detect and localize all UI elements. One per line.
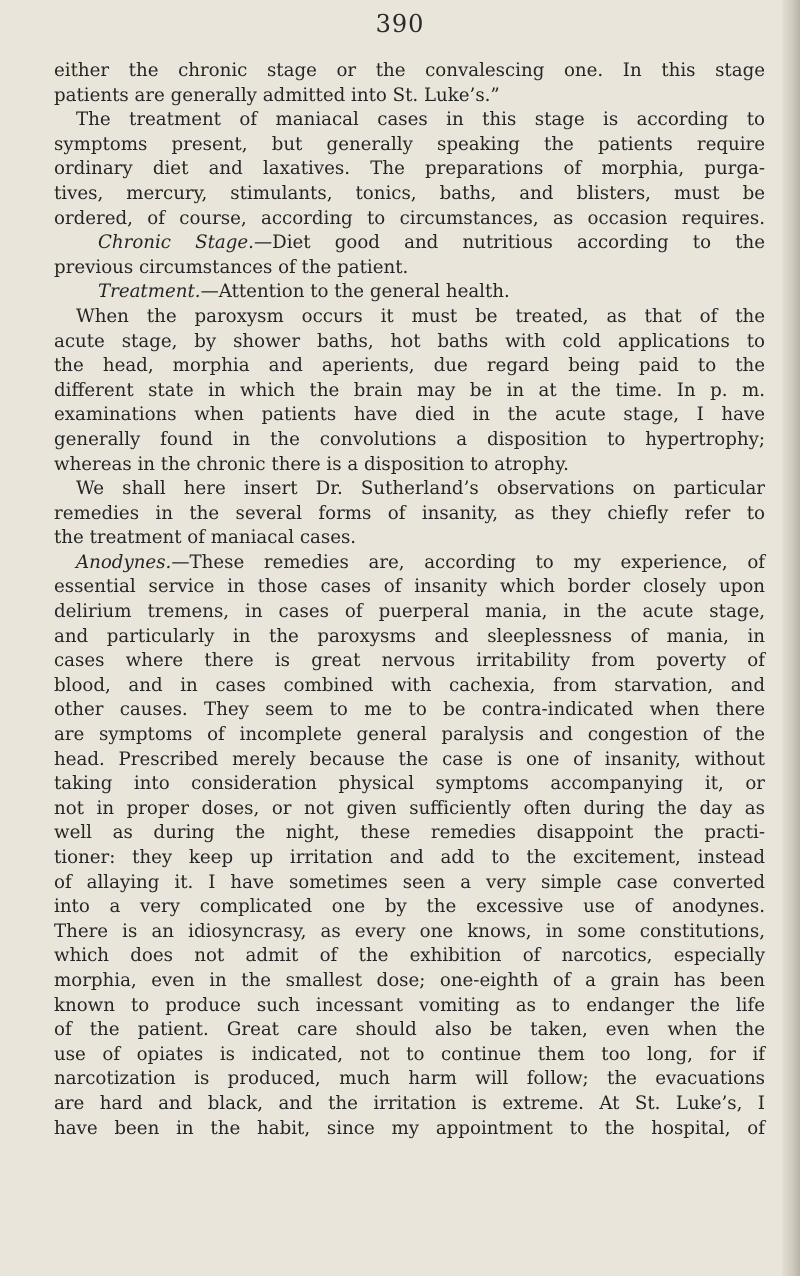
text-line [54, 871, 765, 896]
line-text: known to produce such incessant vomiting as to endanger the life [54, 994, 765, 1016]
text-line [54, 551, 765, 576]
line-text: delirium tremens, in cases of puerperal mania, in the acute stage, [54, 601, 765, 623]
text-line [54, 182, 765, 207]
text-line [54, 157, 765, 182]
section-heading: Treatment. [98, 281, 201, 303]
line-text: which does not admit of the exhibition of narcotics, especially [54, 945, 765, 967]
text-line [54, 231, 765, 256]
line-text: other causes. They seem to me to be contra-indicated when there [54, 699, 765, 721]
text-line [54, 846, 765, 871]
line-text: the head, morphia and aperients, due regard being paid to the [54, 355, 765, 377]
text-line [54, 256, 765, 281]
line-text: —Diet good and nutritious according to the [253, 232, 765, 254]
line-text: and particularly in the paroxysms and sleeplessness of mania, in [54, 625, 765, 647]
line-text: the treatment of maniacal cases. [54, 527, 357, 549]
line-text: well as during the night, these remedies disappoint the practi- [54, 822, 765, 844]
text-line [54, 354, 765, 379]
line-text: morphia, even in the smallest dose; one-eighth of a grain has been [54, 969, 765, 991]
line-text: ordered, of course, according to circumstances, as occasion requires. [54, 207, 765, 229]
line-text: blood, and in cases combined with cachexia, from starvation, and [54, 674, 765, 696]
line-text: tioner: they keep up irritation and add to the excitement, instead [54, 847, 765, 868]
text-line [54, 477, 765, 502]
text-line [54, 1043, 765, 1068]
text-line [54, 428, 765, 453]
body-text [54, 59, 765, 1141]
line-text: tives, mercury, stimulants, tonics, baths, and blisters, must be [54, 182, 765, 204]
line-text: —Attention to the general health. [200, 281, 510, 303]
text-line [54, 821, 765, 846]
line-text: We shall here insert Dr. Sutherland’s observations on particular [76, 478, 765, 500]
line-text: When the paroxysm occurs it must be treated, as that of the [76, 305, 765, 327]
text-line [54, 649, 765, 674]
text-line [54, 698, 765, 723]
text-line [54, 280, 765, 305]
line-text: head. Prescribed merely because the case is one of insanity, without [54, 748, 765, 770]
text-line [54, 1018, 765, 1043]
text-line [54, 330, 765, 355]
text-line [54, 994, 765, 1019]
text-line [54, 748, 765, 773]
line-text: whereas in the chronic there is a disposition to atrophy. [54, 453, 569, 475]
text-line [54, 502, 765, 527]
line-text: use of opiates is indicated, not to continue them too long, for if [54, 1043, 765, 1065]
line-text: different state in which the brain may be in at the time. In p. m. [54, 379, 765, 401]
text-line [54, 772, 765, 797]
text-line [54, 379, 765, 404]
text-line [54, 403, 765, 428]
text-line [54, 133, 765, 158]
text-line [54, 723, 765, 748]
line-text: narcotization is produced, much harm will follow; the evacuations [54, 1068, 765, 1090]
page-edge-shadow [782, 0, 800, 1276]
line-text: taking into consideration physical symptoms accompanying it, or [54, 773, 765, 795]
line-text: previous circumstances of the patient. [54, 256, 409, 278]
line-text: examinations when patients have died in the acute stage, I have [54, 404, 765, 426]
line-text: ordinary diet and laxatives. The preparations of morphia, purga- [54, 158, 765, 180]
text-line [54, 526, 765, 551]
text-line [54, 920, 765, 945]
text-line [54, 625, 765, 650]
text-line [54, 108, 765, 133]
line-text: not in proper doses, or not given sufficiently often during the day as [54, 797, 765, 819]
line-text: of allaying it. I have sometimes seen a very simple case converted [54, 871, 765, 893]
line-text: There is an idiosyncrasy, as every one knows, in some constitutions, [54, 920, 765, 942]
text-line [54, 969, 765, 994]
page-number: 390 [375, 10, 425, 38]
line-text: acute stage, by shower baths, hot baths with cold applications to [54, 330, 765, 352]
text-line [54, 59, 765, 84]
section-heading: Anodynes. [76, 551, 172, 573]
text-line [54, 674, 765, 699]
line-text: The treatment of maniacal cases in this stage is according to [76, 109, 765, 131]
line-text: are hard and black, and the irritation is extreme. At St. Luke’s, I [54, 1092, 765, 1114]
text-line [54, 797, 765, 822]
line-text: patients are generally admitted into St. Luke’s.” [54, 84, 500, 106]
line-text: remedies in the several forms of insanity, as they chiefly refer to [54, 502, 765, 524]
section-heading: Chronic Stage. [98, 232, 254, 254]
text-line [54, 895, 765, 920]
text-line [54, 1092, 765, 1117]
line-text: symptoms present, but generally speaking the patients require [54, 133, 765, 155]
line-text: —These remedies are, according to my experience, of [171, 551, 765, 573]
line-text: essential service in those cases of insanity which border closely upon [54, 576, 765, 598]
line-text: generally found in the convolutions a disposition to hypertrophy; [54, 428, 765, 450]
line-text: of the patient. Great care should also be taken, even when the [54, 1019, 765, 1041]
text-line [54, 84, 765, 109]
text-line [54, 305, 765, 330]
text-line [54, 600, 765, 625]
text-line [54, 207, 765, 232]
line-text: have been in the habit, since my appointment to the hospital, of [54, 1117, 765, 1139]
text-line [54, 575, 765, 600]
text-line [54, 1067, 765, 1092]
line-text: either the chronic stage or the convalescing one. In this stage [54, 60, 765, 81]
text-line [54, 944, 765, 969]
text-line [54, 1117, 765, 1142]
text-line [54, 453, 765, 478]
line-text: cases where there is great nervous irritability from poverty of [54, 650, 765, 672]
line-text: are symptoms of incomplete general paralysis and congestion of the [54, 724, 765, 746]
line-text: into a very complicated one by the excessive use of anodynes. [54, 896, 765, 918]
